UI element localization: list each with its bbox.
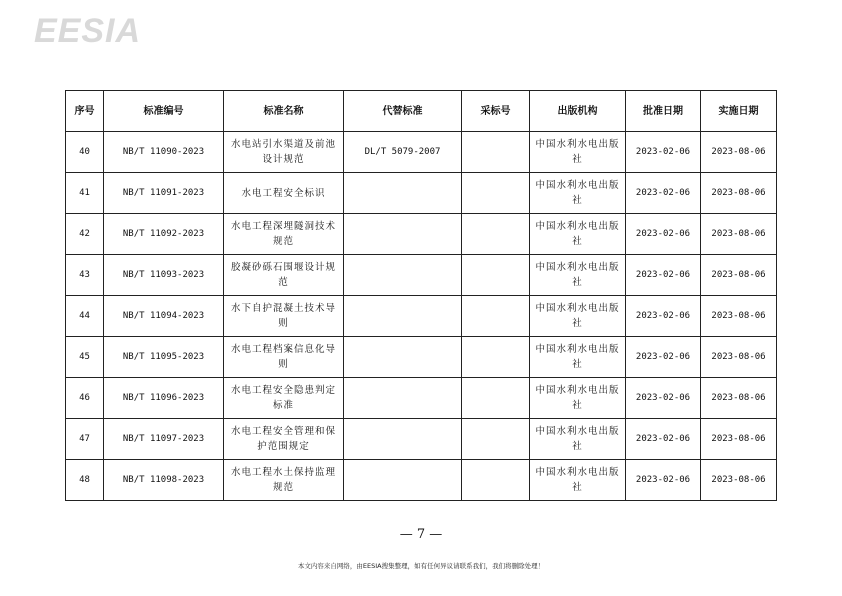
table-header-row — [66, 91, 777, 132]
cell-replaced-standard: DL/T 5079-2007 — [344, 132, 462, 173]
cell-standard-code: NB/T 11092-2023 — [104, 214, 224, 255]
cell-publisher: 中国水利水电出版社 — [530, 460, 626, 501]
cell-effective-date: 2023-08-06 — [701, 296, 777, 337]
cell-adopted-standard — [462, 419, 530, 460]
cell-serial: 45 — [66, 337, 104, 378]
cell-adopted-standard — [462, 173, 530, 214]
cell-effective-date: 2023-08-06 — [701, 460, 777, 501]
cell-approval-date: 2023-02-06 — [626, 255, 701, 296]
cell-serial: 41 — [66, 173, 104, 214]
cell-approval-date: 2023-02-06 — [626, 378, 701, 419]
table-row — [66, 255, 777, 296]
table-row — [66, 173, 777, 214]
cell-adopted-standard — [462, 460, 530, 501]
cell-approval-date: 2023-02-06 — [626, 214, 701, 255]
cell-replaced-standard — [344, 214, 462, 255]
header-serial: 序号 — [66, 91, 104, 132]
cell-approval-date: 2023-02-06 — [626, 419, 701, 460]
header-effective-date: 实施日期 — [701, 91, 777, 132]
cell-publisher: 中国水利水电出版社 — [530, 173, 626, 214]
cell-standard-name: 水电工程水土保持监理规范 — [224, 460, 344, 501]
standards-table — [65, 90, 777, 501]
cell-publisher: 中国水利水电出版社 — [530, 255, 626, 296]
cell-standard-code: NB/T 11096-2023 — [104, 378, 224, 419]
header-adopted-standard: 采标号 — [462, 91, 530, 132]
header-standard-name: 标准名称 — [224, 91, 344, 132]
cell-standard-code: NB/T 11091-2023 — [104, 173, 224, 214]
cell-standard-code: NB/T 11098-2023 — [104, 460, 224, 501]
table-row — [66, 378, 777, 419]
cell-adopted-standard — [462, 378, 530, 419]
cell-replaced-standard — [344, 255, 462, 296]
cell-serial: 40 — [66, 132, 104, 173]
cell-publisher: 中国水利水电出版社 — [530, 378, 626, 419]
header-approval-date: 批准日期 — [626, 91, 701, 132]
table-row — [66, 337, 777, 378]
cell-standard-name: 水电工程深埋隧洞技术规范 — [224, 214, 344, 255]
cell-publisher: 中国水利水电出版社 — [530, 132, 626, 173]
table-row — [66, 419, 777, 460]
cell-publisher: 中国水利水电出版社 — [530, 296, 626, 337]
cell-standard-name: 水电工程安全管理和保护范围规定 — [224, 419, 344, 460]
cell-adopted-standard — [462, 255, 530, 296]
cell-approval-date: 2023-02-06 — [626, 173, 701, 214]
cell-replaced-standard — [344, 378, 462, 419]
eesia-logo: EESIA — [34, 12, 142, 50]
cell-adopted-standard — [462, 214, 530, 255]
cell-standard-name: 胶凝砂砾石围堰设计规范 — [224, 255, 344, 296]
header-replaced-standard: 代替标准 — [344, 91, 462, 132]
cell-publisher: 中国水利水电出版社 — [530, 214, 626, 255]
cell-standard-code: NB/T 11093-2023 — [104, 255, 224, 296]
cell-serial: 43 — [66, 255, 104, 296]
cell-effective-date: 2023-08-06 — [701, 337, 777, 378]
cell-standard-code: NB/T 11097-2023 — [104, 419, 224, 460]
cell-adopted-standard — [462, 296, 530, 337]
cell-adopted-standard — [462, 132, 530, 173]
cell-replaced-standard — [344, 173, 462, 214]
cell-serial: 42 — [66, 214, 104, 255]
cell-effective-date: 2023-08-06 — [701, 214, 777, 255]
cell-approval-date: 2023-02-06 — [626, 296, 701, 337]
cell-replaced-standard — [344, 460, 462, 501]
cell-standard-name: 水电工程档案信息化导则 — [224, 337, 344, 378]
cell-publisher: 中国水利水电出版社 — [530, 419, 626, 460]
cell-approval-date: 2023-02-06 — [626, 337, 701, 378]
header-standard-code: 标准编号 — [104, 91, 224, 132]
cell-standard-name: 水电工程安全标识 — [224, 173, 344, 214]
page-number: — 7 — — [399, 527, 443, 542]
cell-replaced-standard — [344, 419, 462, 460]
table-row — [66, 132, 777, 173]
cell-effective-date: 2023-08-06 — [701, 173, 777, 214]
cell-standard-code: NB/T 11095-2023 — [104, 337, 224, 378]
cell-standard-name: 水下自护混凝土技术导则 — [224, 296, 344, 337]
table-row — [66, 214, 777, 255]
cell-effective-date: 2023-08-06 — [701, 132, 777, 173]
cell-serial: 47 — [66, 419, 104, 460]
cell-adopted-standard — [462, 337, 530, 378]
cell-serial: 48 — [66, 460, 104, 501]
cell-standard-name: 水电站引水渠道及前池设计规范 — [224, 132, 344, 173]
cell-standard-code: NB/T 11094-2023 — [104, 296, 224, 337]
cell-publisher: 中国水利水电出版社 — [530, 337, 626, 378]
table-row — [66, 296, 777, 337]
cell-replaced-standard — [344, 337, 462, 378]
footer-disclaimer: 本文内容来自网络，由EESIA搜集整理，如有任何异议请联系我们，我们将删除处理！ — [297, 562, 545, 570]
cell-effective-date: 2023-08-06 — [701, 255, 777, 296]
table-row — [66, 460, 777, 501]
header-publisher: 出版机构 — [530, 91, 626, 132]
cell-standard-name: 水电工程安全隐患判定标准 — [224, 378, 344, 419]
cell-effective-date: 2023-08-06 — [701, 378, 777, 419]
cell-replaced-standard — [344, 296, 462, 337]
cell-approval-date: 2023-02-06 — [626, 132, 701, 173]
cell-serial: 44 — [66, 296, 104, 337]
cell-effective-date: 2023-08-06 — [701, 419, 777, 460]
cell-serial: 46 — [66, 378, 104, 419]
cell-standard-code: NB/T 11090-2023 — [104, 132, 224, 173]
cell-approval-date: 2023-02-06 — [626, 460, 701, 501]
